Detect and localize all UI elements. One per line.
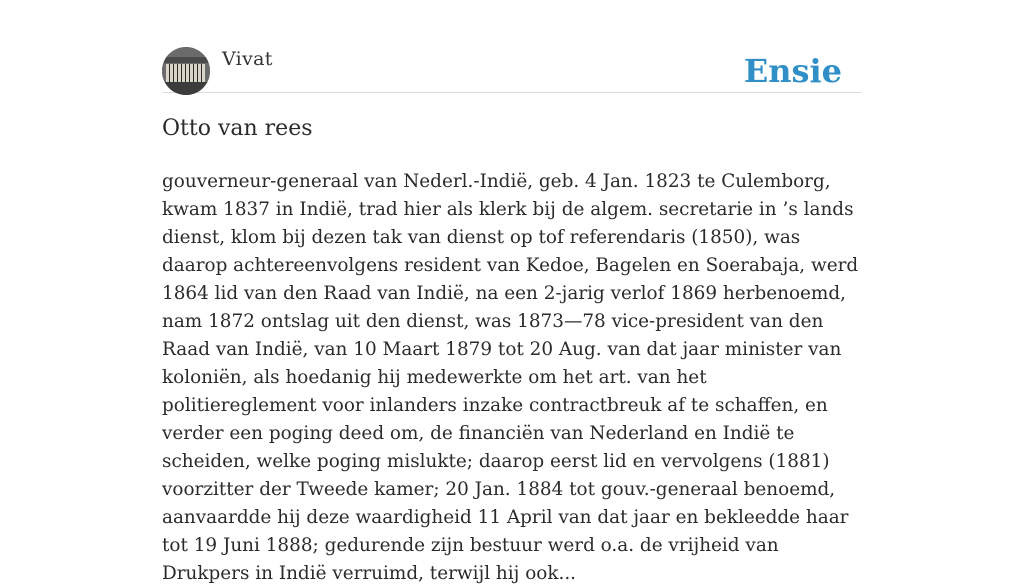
source-avatar[interactable] (162, 47, 210, 95)
brand-logo[interactable]: Ensie (743, 52, 842, 90)
article-body: gouverneur-generaal van Nederl.-Indië, geb. 4 Jan. 1823 te Culemborg, kwam 1837 in Indië, trad hier als klerk bij de algem. secretarie in ’s lands dienst, klom bij dezen tak van dienst op tof referendaris (1850), was daarop achtereenvolgens resident van Kedoe, Bagelen en Soerabaja, werd 1864 lid van den Raad van Indië, na een 2-jarig verlof 1869 herbenoemd, nam 1872 ontslag uit den dienst, was 1873—78 vice-president van den Raad van Indië, van 10 Maart 1879 tot 20 Aug. van dat jaar minister van koloniën, als hoedanig hij medewerkte om het art. van het politiereglement voor inlanders inzake contractbreuk af te schaffen, en verder een poging deed om, de financiën van Nederland en Indië te scheiden, welke poging mislukte; daarop eerst lid en vervolgens (1881) voorzitter der Tweede kamer; 20 Jan. 1884 tot gouv.-generaal benoemd, aanvaardde hij deze waardigheid 11 April van dat jaar en bekleedde haar tot 19 Juni 1888; gedurende zijn bestuur werd o.a. de vrijheid van Drukpers in Indië verruimd, terwijl hij ook... (162, 171, 859, 584)
source-name[interactable]: Vivat (222, 48, 273, 70)
bookshelf-icon (162, 47, 210, 95)
article-title: Otto van rees (162, 116, 313, 141)
article-header (162, 46, 862, 93)
article-card (162, 0, 862, 584)
